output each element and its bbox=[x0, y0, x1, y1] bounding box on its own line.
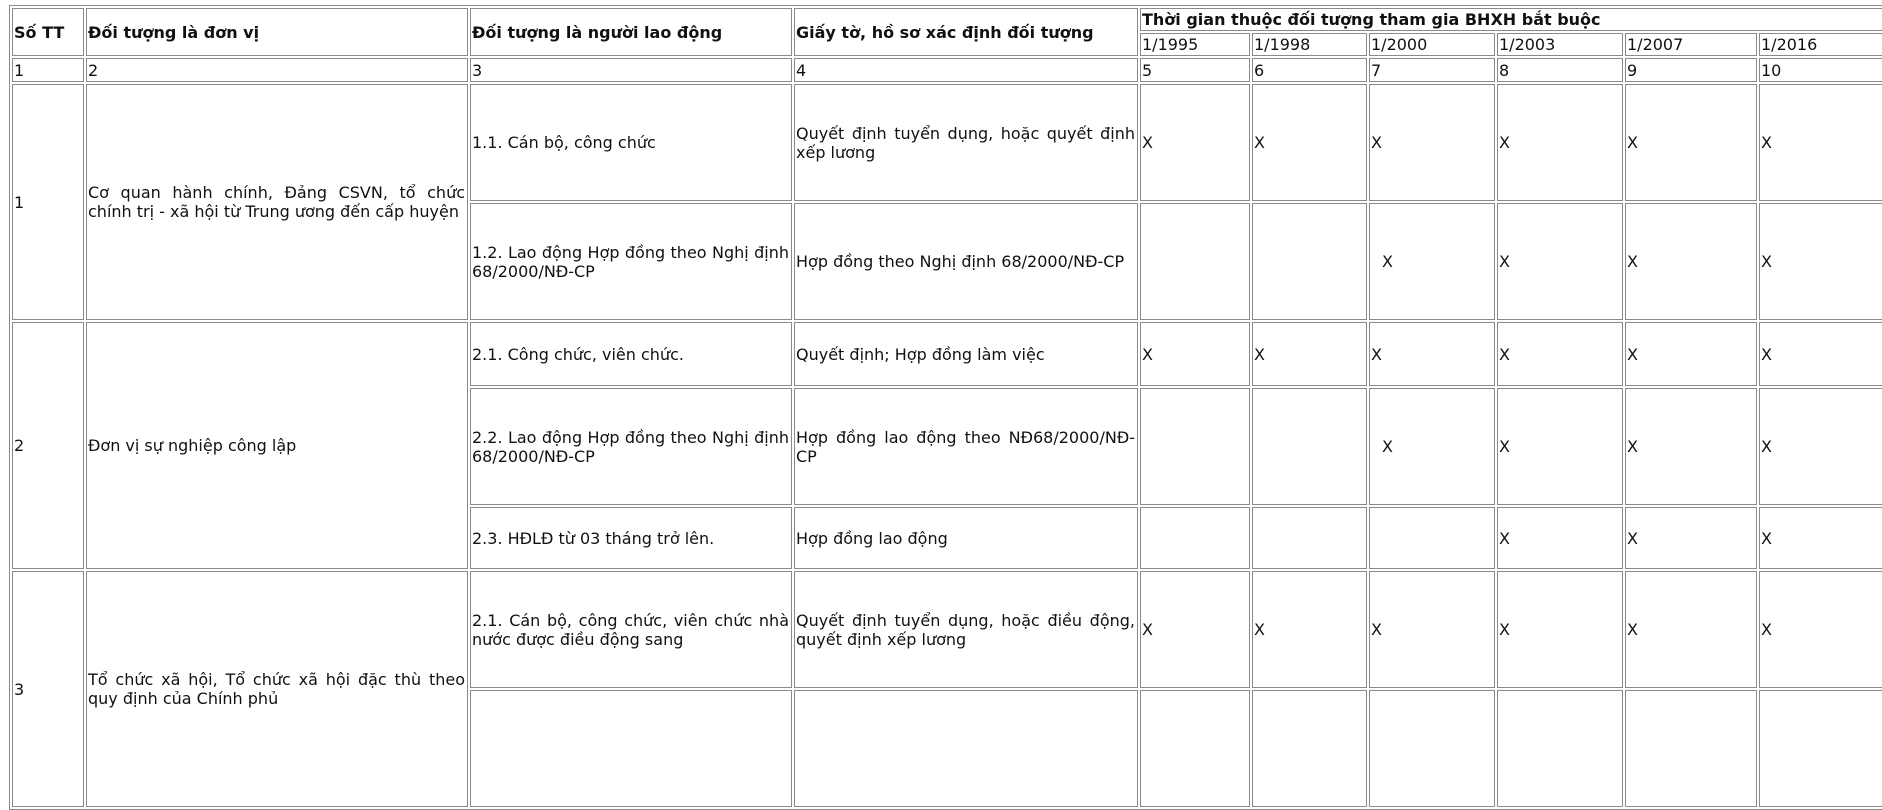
row-stt: 2 bbox=[12, 322, 84, 569]
column-index-row bbox=[12, 58, 1882, 82]
period-mark bbox=[1252, 203, 1367, 320]
period-mark: X bbox=[1369, 322, 1495, 386]
row-docs: Hợp đồng lao động bbox=[794, 507, 1138, 569]
table-row bbox=[12, 84, 1882, 201]
row-unit: Đơn vị sự nghiệp công lập bbox=[86, 322, 468, 569]
row-docs: Hợp đồng theo Nghị định 68/2000/NĐ-CP bbox=[794, 203, 1138, 320]
period-mark: X bbox=[1140, 571, 1250, 688]
row-worker: 2.3. HĐLĐ từ 03 tháng trở lên. bbox=[470, 507, 792, 569]
period-mark: X bbox=[1625, 84, 1757, 201]
row-unit: Tổ chức xã hội, Tổ chức xã hội đặc thù theo quy định của Chính phủ bbox=[86, 571, 468, 807]
period-mark: X bbox=[1625, 507, 1757, 569]
header-worker: Đối tượng là người lao động bbox=[470, 8, 792, 56]
period-mark: X bbox=[1625, 388, 1757, 505]
column-index: 6 bbox=[1252, 58, 1367, 82]
header-row bbox=[12, 8, 1882, 31]
header-year: 1/1995 bbox=[1140, 33, 1250, 56]
row-docs: Quyết định tuyển dụng, hoặc điều động, quyết định xếp lương bbox=[794, 571, 1138, 688]
period-mark bbox=[1497, 690, 1623, 807]
period-mark bbox=[1140, 203, 1250, 320]
header-docs: Giấy tờ, hồ sơ xác định đối tượng bbox=[794, 8, 1138, 56]
header-period: Thời gian thuộc đối tượng tham gia BHXH bắt buộc bbox=[1140, 8, 1882, 31]
column-index: 3 bbox=[470, 58, 792, 82]
period-mark bbox=[1759, 690, 1882, 807]
period-mark: X bbox=[1497, 571, 1623, 688]
header-year: 1/1998 bbox=[1252, 33, 1367, 56]
period-mark bbox=[1252, 388, 1367, 505]
header-stt: Số TT bbox=[12, 8, 84, 56]
row-docs: Hợp đồng lao động theo NĐ68/2000/NĐ-CP bbox=[794, 388, 1138, 505]
period-mark bbox=[1140, 507, 1250, 569]
row-docs: Quyết định tuyển dụng, hoặc quyết định xếp lương bbox=[794, 84, 1138, 201]
period-mark: X bbox=[1625, 203, 1757, 320]
period-mark: X bbox=[1252, 84, 1367, 201]
header-unit: Đối tượng là đơn vị bbox=[86, 8, 468, 56]
header-year: 1/2003 bbox=[1497, 33, 1623, 56]
period-mark: X bbox=[1252, 322, 1367, 386]
row-docs: Quyết định; Hợp đồng làm việc bbox=[794, 322, 1138, 386]
period-mark: X bbox=[1140, 84, 1250, 201]
row-docs bbox=[794, 690, 1138, 807]
period-mark: X bbox=[1497, 507, 1623, 569]
period-mark bbox=[1140, 388, 1250, 505]
row-worker bbox=[470, 690, 792, 807]
period-mark: X bbox=[1252, 571, 1367, 688]
period-mark bbox=[1625, 690, 1757, 807]
period-mark: X bbox=[1497, 322, 1623, 386]
period-mark bbox=[1140, 690, 1250, 807]
header-year: 1/2000 bbox=[1369, 33, 1495, 56]
column-index: 9 bbox=[1625, 58, 1757, 82]
period-mark: X bbox=[1625, 571, 1757, 688]
column-index: 1 bbox=[12, 58, 84, 82]
column-index: 2 bbox=[86, 58, 468, 82]
column-index: 7 bbox=[1369, 58, 1495, 82]
period-mark: X bbox=[1759, 571, 1882, 688]
column-index: 4 bbox=[794, 58, 1138, 82]
period-mark: X bbox=[1497, 84, 1623, 201]
period-mark bbox=[1369, 690, 1495, 807]
period-mark: X bbox=[1497, 388, 1623, 505]
column-index: 8 bbox=[1497, 58, 1623, 82]
row-worker: 2.2. Lao động Hợp đồng theo Nghị định 68/2000/NĐ-CP bbox=[470, 388, 792, 505]
column-index: 10 bbox=[1759, 58, 1882, 82]
header-year: 1/2007 bbox=[1625, 33, 1757, 56]
header-year: 1/2016 bbox=[1759, 33, 1882, 56]
row-worker: 2.1. Công chức, viên chức. bbox=[470, 322, 792, 386]
period-mark: X bbox=[1759, 322, 1882, 386]
row-worker: 1.2. Lao động Hợp đồng theo Nghị định 68/2000/NĐ-CP bbox=[470, 203, 792, 320]
period-mark: X bbox=[1497, 203, 1623, 320]
period-mark: X bbox=[1369, 388, 1495, 505]
period-mark bbox=[1252, 690, 1367, 807]
period-mark bbox=[1252, 507, 1367, 569]
row-worker: 2.1. Cán bộ, công chức, viên chức nhà nước được điều động sang bbox=[470, 571, 792, 688]
period-mark bbox=[1369, 507, 1495, 569]
row-stt: 3 bbox=[12, 571, 84, 807]
period-mark: X bbox=[1759, 84, 1882, 201]
period-mark: X bbox=[1369, 203, 1495, 320]
row-unit: Cơ quan hành chính, Đảng CSVN, tổ chức chính trị - xã hội từ Trung ương đến cấp huyện bbox=[86, 84, 468, 320]
column-index: 5 bbox=[1140, 58, 1250, 82]
period-mark: X bbox=[1369, 571, 1495, 688]
period-mark: X bbox=[1625, 322, 1757, 386]
table-row bbox=[12, 322, 1882, 386]
table-row bbox=[12, 571, 1882, 688]
period-mark: X bbox=[1759, 388, 1882, 505]
period-mark: X bbox=[1140, 322, 1250, 386]
bhxh-eligibility-table bbox=[9, 5, 1882, 810]
row-stt: 1 bbox=[12, 84, 84, 320]
period-mark: X bbox=[1369, 84, 1495, 201]
period-mark: X bbox=[1759, 203, 1882, 320]
period-mark: X bbox=[1759, 507, 1882, 569]
row-worker: 1.1. Cán bộ, công chức bbox=[470, 84, 792, 201]
